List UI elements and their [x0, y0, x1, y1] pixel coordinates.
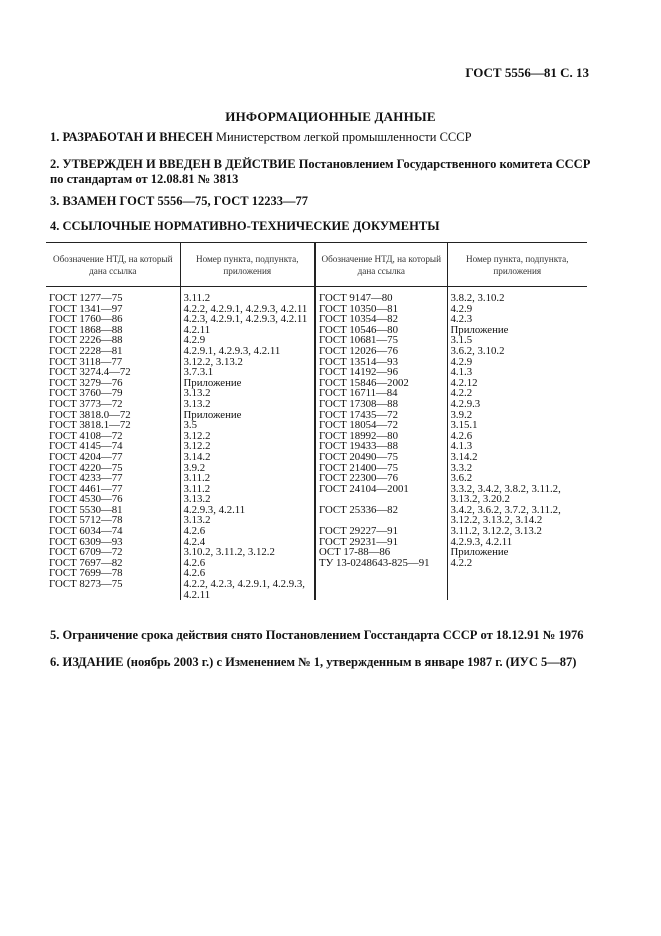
clause-reference: 3.4.2, 3.6.2, 3.7.2, 3.11.2, 3.12.2, 3.13.2, 3.14.2 — [450, 503, 561, 527]
item-heading: УТВЕРЖДЕН И ВВЕДЕН В ДЕЙСТВИЕ — [62, 157, 296, 171]
info-item-3 — [50, 194, 595, 209]
column-header-ntd: Обозначение НТД, на который дана ссылка — [46, 243, 180, 287]
ntd-designation: ГОСТ 9147—80 — [319, 292, 393, 304]
clause-reference: 4.2.9.3, 4.2.11 — [183, 503, 246, 516]
clause-reference: 4.2.6 — [183, 556, 206, 569]
clause-reference: 3.11.2 — [183, 482, 211, 495]
ntd-designation: ГОСТ 3760—79 — [49, 387, 123, 400]
ntd-designation: ГОСТ 29231—91 — [319, 535, 398, 548]
clause-reference: 4.1.3 — [450, 366, 473, 379]
column-header-ntd: Обозначение НТД, на который дана ссылка — [315, 243, 447, 287]
clause-reference: 3.1.5 — [450, 334, 473, 347]
clause-reference: 4.2.11 — [183, 323, 211, 336]
right-clause-list — [451, 293, 588, 568]
info-item-2 — [50, 157, 595, 187]
ntd-designation: ГОСТ 3818.0—72 — [49, 408, 131, 421]
ntd-designation: ГОСТ 29227—91 — [319, 525, 398, 538]
ntd-designation: ГОСТ 10681—75 — [319, 334, 398, 347]
ntd-designation: ГОСТ 4461—77 — [49, 482, 123, 495]
left-clause-list — [184, 293, 315, 600]
ntd-designation: ГОСТ 1341—97 — [49, 302, 123, 315]
info-item-5 — [50, 628, 595, 643]
clause-reference: 4.2.9.3, 4.2.11 — [450, 535, 513, 548]
clause-reference: 3.3.2 — [450, 461, 473, 474]
clause-reference: 4.2.9.1, 4.2.9.3, 4.2.11 — [183, 344, 281, 357]
item-number: 1. — [50, 130, 60, 144]
ntd-designation: ОСТ 17-88—86 — [319, 546, 391, 559]
ntd-designation: ГОСТ 4145—74 — [49, 440, 123, 453]
item-heading: ССЫЛОЧНЫЕ НОРМАТИВНО-ТЕХНИЧЕСКИЕ ДОКУМЕНТЫ — [62, 219, 440, 233]
clause-reference: 4.2.9 — [450, 302, 473, 315]
table-body-row — [46, 293, 587, 600]
ntd-designation: ГОСТ 25336—82 — [319, 503, 398, 516]
clause-reference: Приложение — [183, 408, 242, 421]
clause-reference: 4.2.6 — [183, 567, 206, 580]
ntd-designation: ГОСТ 10354—82 — [319, 313, 398, 326]
ntd-designation: ГОСТ 18992—80 — [319, 429, 398, 442]
ntd-designation: ГОСТ 13514—93 — [319, 355, 398, 368]
left-ntd-list — [49, 293, 180, 600]
ntd-designation: ГОСТ 18054—72 — [319, 419, 398, 432]
clause-reference: 4.2.9 — [183, 334, 206, 347]
ntd-designation: ГОСТ 6309—93 — [49, 535, 123, 548]
ntd-designation: ГОСТ 16711—84 — [319, 387, 398, 400]
clause-reference: 4.2.6 — [450, 429, 473, 442]
clause-reference: 3.12.2 — [183, 429, 211, 442]
clause-reference: 3.9.2 — [450, 408, 473, 421]
ntd-designation: ГОСТ 3279—76 — [49, 376, 123, 389]
item-number: 6. — [50, 655, 60, 669]
ntd-designation: ГОСТ 10350—81 — [319, 302, 398, 315]
ntd-designation: ГОСТ 4204—77 — [49, 450, 123, 463]
clause-reference: 3.3.2, 3.4.2, 3.8.2, 3.11.2, 3.13.2, 3.20.2 — [450, 482, 561, 506]
ntd-designation: ГОСТ 15846—2002 — [319, 376, 409, 389]
table-header-row — [46, 243, 587, 287]
ntd-designation: ГОСТ 10546—80 — [319, 323, 398, 336]
ntd-designation: ГОСТ 2228—81 — [49, 344, 123, 357]
clause-reference: Приложение — [450, 323, 509, 336]
clause-reference: 3.13.2 — [183, 514, 211, 527]
clause-reference: 3.11.2 — [183, 292, 211, 304]
ntd-designation: ГОСТ 6709—72 — [49, 546, 123, 559]
ntd-designation: ГОСТ 4233—77 — [49, 472, 123, 485]
ntd-designation: ГОСТ 1868—88 — [49, 323, 123, 336]
document-title: ИНФОРМАЦИОННЫЕ ДАННЫЕ — [225, 109, 436, 124]
clause-reference: 3.7.3.1 — [183, 366, 214, 379]
clause-reference: 3.6.2, 3.10.2 — [450, 344, 505, 357]
right-ntd-list — [319, 293, 447, 568]
ntd-designation: ГОСТ 4530—76 — [49, 493, 123, 506]
info-item-1 — [50, 130, 595, 145]
item-text: Постановлением Государственного комитета СССР по стандартам от 12.08.81 № 3813 — [50, 157, 591, 186]
info-item-4 — [50, 219, 595, 234]
item-number: 2. — [50, 157, 60, 171]
clause-reference: 3.10.2, 3.11.2, 3.12.2 — [183, 546, 275, 559]
page-reference: ГОСТ 5556—81 С. 13 — [465, 65, 589, 80]
info-item-6 — [50, 655, 595, 670]
item-heading: РАЗРАБОТАН И ВНЕСЕН — [62, 130, 213, 144]
item-number: 4. — [50, 219, 60, 233]
reference-documents-table — [46, 242, 587, 600]
clause-reference: 4.2.3 — [450, 313, 473, 326]
ntd-designation: ГОСТ 3818.1—72 — [49, 419, 131, 432]
ntd-designation: ГОСТ 3773—72 — [49, 397, 123, 410]
clause-reference: 3.13.2 — [183, 387, 211, 400]
clause-reference: 3.11.2 — [183, 472, 211, 485]
clause-reference: 3.12.2 — [183, 440, 211, 453]
clause-reference: 3.6.2 — [450, 472, 473, 485]
ntd-designation: ГОСТ 3274.4—72 — [49, 366, 131, 379]
clause-reference: 3.8.2, 3.10.2 — [450, 292, 505, 304]
clause-reference: 4.2.2 — [450, 556, 473, 569]
clause-reference: 3.13.2 — [183, 397, 211, 410]
ntd-designation: ГОСТ 5530—81 — [49, 503, 123, 516]
item-text: Ограничение срока действия снято Постановлением Госстандарта СССР от 18.12.91 № 1976 — [62, 628, 584, 642]
ntd-designation: ГОСТ 2226—88 — [49, 334, 123, 347]
item-number: 3. — [50, 194, 60, 208]
ntd-designation: ГОСТ 7699—78 — [49, 567, 123, 580]
clause-reference: 4.2.2, 4.2.3, 4.2.9.1, 4.2.9.3, 4.2.11 — [183, 578, 305, 601]
clause-reference: 3.5 — [183, 419, 197, 432]
ntd-designation: ГОСТ 21400—75 — [319, 461, 398, 474]
clause-reference: 3.14.2 — [183, 450, 211, 463]
ntd-designation: ГОСТ 17435—72 — [319, 408, 398, 421]
ntd-designation: ГОСТ 22300—76 — [319, 472, 398, 485]
ntd-designation: ГОСТ 20490—75 — [319, 450, 398, 463]
clause-reference: 4.2.2, 4.2.9.1, 4.2.9.3, 4.2.11 — [183, 302, 308, 315]
ntd-designation: ГОСТ 17308—88 — [319, 397, 398, 410]
item-heading: ВЗАМЕН ГОСТ 5556—75, ГОСТ 12233—77 — [62, 194, 308, 208]
ntd-designation: ГОСТ 4108—72 — [49, 429, 123, 442]
clause-reference: 3.15.1 — [450, 419, 478, 432]
item-text: Министерством легкой промышленности СССР — [215, 130, 472, 144]
clause-reference: 3.12.2, 3.13.2 — [183, 355, 243, 368]
clause-reference: 4.2.9 — [450, 355, 473, 368]
clause-reference: 3.9.2 — [183, 461, 206, 474]
column-header-clause: Номер пункта, подпункта, приложения — [447, 243, 587, 287]
clause-reference: 4.2.9.3 — [450, 397, 481, 410]
clause-reference: 4.2.2 — [450, 387, 473, 400]
item-number: 5. — [50, 628, 60, 642]
ntd-designation: ГОСТ 7697—82 — [49, 556, 123, 569]
ntd-designation: ГОСТ 6034—74 — [49, 525, 123, 538]
ntd-designation: ТУ 13-0248643-825—91 — [319, 556, 430, 569]
clause-reference: 3.13.2 — [183, 493, 211, 506]
item-text: ИЗДАНИЕ (ноябрь 2003 г.) с Изменением № 1, утвержденным в январе 1987 г. (ИУС 5—87) — [62, 655, 577, 669]
ntd-designation: ГОСТ 3118—77 — [49, 355, 123, 368]
ntd-designation: ГОСТ 14192—96 — [319, 366, 398, 379]
ntd-designation: ГОСТ 12026—76 — [319, 344, 398, 357]
column-header-clause: Номер пункта, подпункта, приложения — [180, 243, 315, 287]
ntd-designation: ГОСТ 1277—75 — [49, 292, 123, 304]
clause-reference: 4.1.3 — [450, 440, 473, 453]
clause-reference: 4.2.3, 4.2.9.1, 4.2.9.3, 4.2.11 — [183, 313, 308, 326]
clause-reference: 4.2.6 — [183, 525, 206, 538]
ntd-designation: ГОСТ 19433—88 — [319, 440, 398, 453]
ntd-designation: ГОСТ 4220—75 — [49, 461, 123, 474]
ntd-designation: ГОСТ 8273—75 — [49, 578, 123, 591]
clause-reference: 3.11.2, 3.12.2, 3.13.2 — [450, 525, 542, 538]
clause-reference: 4.2.12 — [450, 376, 478, 389]
ntd-designation: ГОСТ 5712—78 — [49, 514, 123, 527]
clause-reference: 4.2.4 — [183, 535, 206, 548]
clause-reference: Приложение — [450, 546, 509, 559]
ntd-designation: ГОСТ 1760—86 — [49, 313, 123, 326]
clause-reference: 3.14.2 — [450, 450, 478, 463]
ntd-designation: ГОСТ 24104—2001 — [319, 482, 409, 495]
clause-reference: Приложение — [183, 376, 242, 389]
